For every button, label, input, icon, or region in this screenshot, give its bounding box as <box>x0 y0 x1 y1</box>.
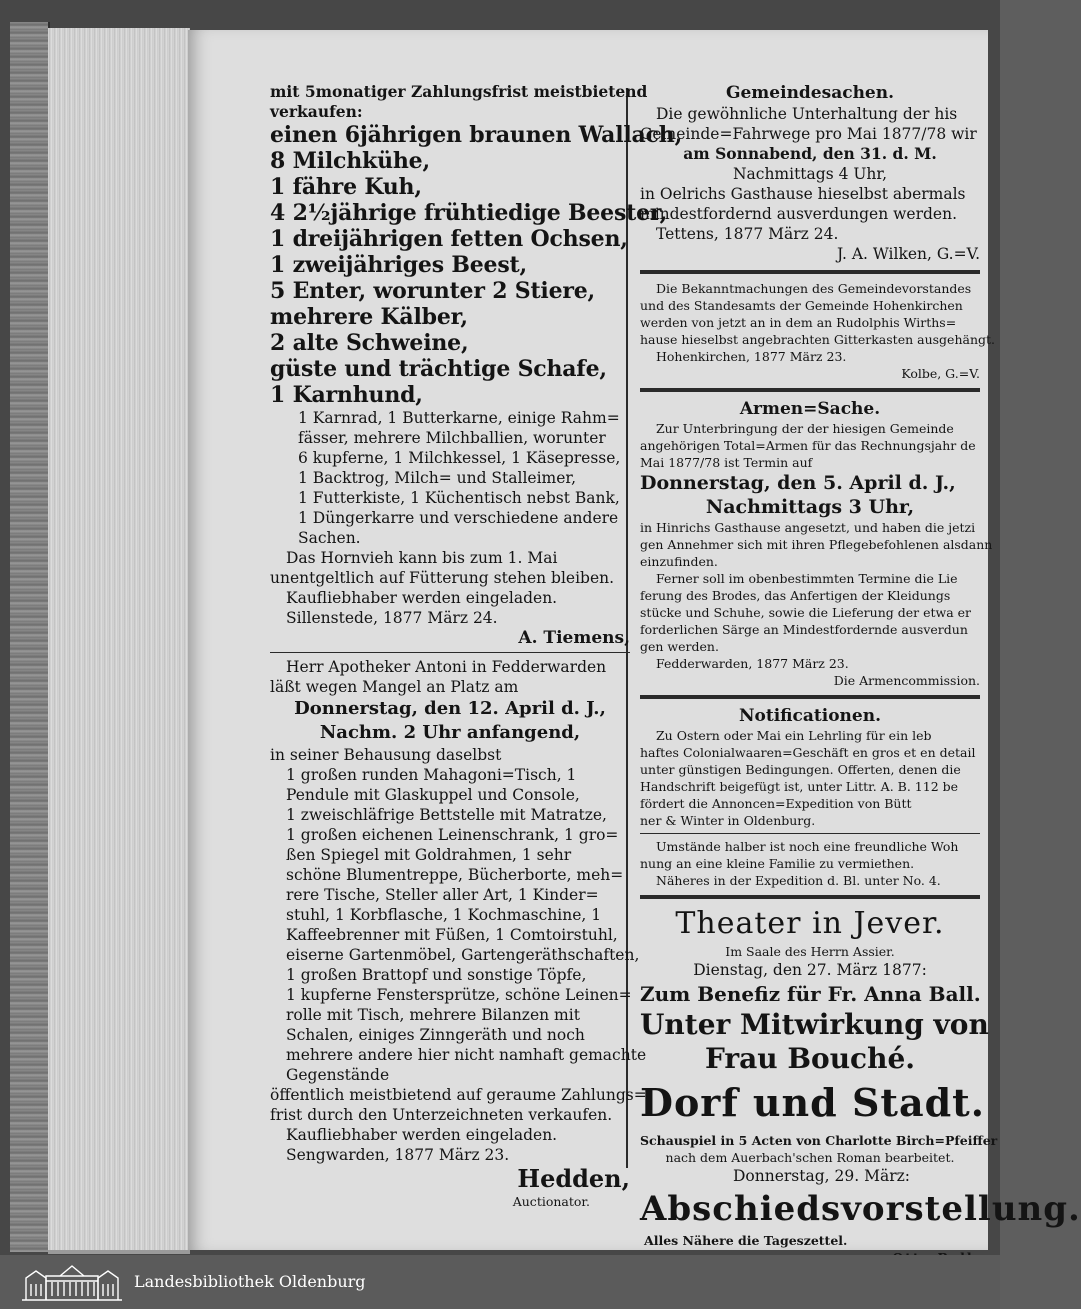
ad2-item-line: 1 großen eichenen Leinenschrank, 1 gro= <box>286 826 619 844</box>
schauspiel-line: Schauspiel in 5 Acten von Charlotte Birch=Pfeiffer <box>640 1133 998 1148</box>
benefiz-line: Zum Benefiz für Fr. Anna Ball. <box>640 982 981 1006</box>
ad2-place: in seiner Behausung daselbst <box>270 746 502 764</box>
signature-tiemens: A. Tiemens, <box>518 628 630 648</box>
ad2-item-line: Pendule mit Glaskuppel und Console, <box>286 786 580 804</box>
notif-line: Zu Ostern oder Mai ein Lehrling für ein leb <box>656 728 932 743</box>
bouche-line: Frau Bouché. <box>704 1042 916 1075</box>
notif-heading: Notificationen. <box>738 706 882 726</box>
wohnung-line: Umstände halber ist noch eine freundliche Woh <box>656 839 959 854</box>
footer-bar <box>0 1255 1000 1309</box>
intro-line: verkaufen: <box>270 102 363 121</box>
armen-line: gen Annehmer sich mit ihren Pflegebefohlenen alsdann <box>640 537 993 552</box>
ad2-time: Nachm. 2 Uhr anfangend, <box>319 722 581 743</box>
animal-line: 4 2½jährige frühtiedige Beester, <box>270 200 668 226</box>
ad2-item-line: 1 großen Brattopf und sonstige Töpfe, <box>286 966 587 984</box>
animal-line: mehrere Kälber, <box>270 304 468 330</box>
notif-line: Handschrift beigefügt ist, unter Littr. A. B. 112 be <box>640 779 959 794</box>
animal-line: 2 alte Schweine, <box>270 330 469 356</box>
item-line: 1 Backtrog, Milch= und Stalleimer, <box>298 469 577 487</box>
armen-line: stücke und Schuhe, sowie die Lieferung der etwa er <box>640 605 971 620</box>
note-line: Sillenstede, 1877 März 24. <box>286 609 498 627</box>
animal-line: einen 6jährigen braunen Wallach, <box>270 122 683 148</box>
gemeinde-line: am Sonnabend, den 31. d. M. <box>683 144 937 163</box>
animal-line: 8 Milchkühe, <box>270 148 430 174</box>
ad2-outro-line: frist durch den Unterzeichneten verkaufen. <box>270 1106 613 1124</box>
armen-line: ferung des Brodes, das Anfertigen der Kleidungs <box>640 588 951 603</box>
gemeinde-heading: Gemeindesachen. <box>725 83 895 103</box>
armen-intro-line: Mai 1877/78 ist Termin auf <box>640 455 813 470</box>
armen-line: Fedderwarden, 1877 März 23. <box>656 656 849 671</box>
item-line: Sachen. <box>298 529 361 547</box>
armen-heading: Armen=Sache. <box>739 399 881 419</box>
ad2-item-line: ßen Spiegel mit Goldrahmen, 1 sehr <box>286 846 572 864</box>
note-line: Das Hornvieh kann bis zum 1. Mai <box>286 549 558 567</box>
bekannt-line: und des Standesamts der Gemeinde Hohenkirchen <box>640 298 963 313</box>
notice-separator <box>640 833 980 834</box>
ad2-date: Donnerstag, den 12. April d. J., <box>294 698 606 719</box>
mitwirkung-line: Unter Mitwirkung von <box>640 1008 989 1041</box>
gemeinde-line: in Oelrichs Gasthause hieselbst abermals <box>640 185 966 203</box>
dorf-und-stadt-title: Dorf und Stadt. <box>640 1080 985 1125</box>
ad2-item-line: Kaffeebrenner mit Füßen, 1 Comtoirstuhl, <box>286 926 618 944</box>
armen-date: Donnerstag, den 5. April d. J., <box>640 472 956 494</box>
ad2-intro-line: Herr Apotheker Antoni in Fedderwarden <box>286 658 607 676</box>
wohnung-line: Näheres in der Expedition d. Bl. unter No. 4. <box>656 873 941 888</box>
ad2-item-line: 1 zweischläfrige Bettstelle mit Matratze, <box>286 806 607 824</box>
ad2-item-line: schöne Blumentreppe, Bücherborte, meh= <box>286 866 624 884</box>
notif-line: fördert die Annoncen=Expedition von Bütt <box>640 796 912 811</box>
ad2-item-line: eiserne Gartenmöbel, Gartengeräthschaften, <box>286 946 640 964</box>
animal-line: güste und trächtige Schafe, <box>270 356 607 382</box>
ad2-item-line: rolle mit Tisch, mehrere Bilanzen mit <box>286 1006 580 1024</box>
abschied-title: Abschiedsvorstellung. <box>640 1189 1081 1229</box>
armen-line: gen werden. <box>640 639 719 654</box>
ad2-item-line: stuhl, 1 Korbflasche, 1 Kochmaschine, 1 <box>286 906 602 924</box>
notif-line: ner & Winter in Oldenburg. <box>640 813 816 828</box>
animal-line: 1 dreijährigen fetten Ochsen, <box>270 226 628 252</box>
animal-line: 1 Karnhund, <box>270 382 423 408</box>
newspaper-page <box>188 30 1081 1250</box>
page-stack-edge <box>48 28 190 1254</box>
ad2-item-line: Gegenstände <box>286 1066 390 1084</box>
gemeinde-signature: J. A. Wilken, G.=V. <box>836 245 980 263</box>
ad2-outro-line: Kaufliebhaber werden eingeladen. <box>286 1126 558 1144</box>
ad2-item-line: Schalen, einiges Zinngeräth und noch <box>286 1026 585 1044</box>
ad2-item-line: mehrere andere hier nicht namhaft gemachte <box>286 1046 647 1064</box>
library-name: Landesbibliothek Oldenburg <box>134 1272 366 1291</box>
ad2-item-line: rere Tische, Steller aller Art, 1 Kinder= <box>286 886 599 904</box>
armen-time: Nachmittags 3 Uhr, <box>705 496 915 518</box>
bekannt-line: Die Bekanntmachungen des Gemeindevorstandes <box>656 281 972 296</box>
section-separator <box>640 270 980 274</box>
section-separator <box>640 895 980 899</box>
item-line: 1 Düngerkarre und verschiedene andere <box>298 509 619 527</box>
gemeinde-line: Tettens, 1877 März 24. <box>656 225 839 243</box>
armen-intro-line: Zur Unterbringung der der hiesigen Gemeinde <box>656 421 954 436</box>
wohnung-line: nung an eine kleine Familie zu vermiethen. <box>640 856 915 871</box>
right-column <box>640 82 1081 1266</box>
gemeinde-line: Gemeinde=Fahrwege pro Mai 1877/78 wir <box>640 125 977 143</box>
armen-intro-line: angehörigen Total=Armen für das Rechnungsjahr de <box>640 438 976 453</box>
armen-line: einzufinden. <box>640 554 718 569</box>
bekannt-line: Hohenkirchen, 1877 März 23. <box>656 349 847 364</box>
armen-line: Ferner soll im obenbestimmten Termine die Lie <box>656 571 958 586</box>
schauspiel-line: nach dem Auerbach'schen Roman bearbeitet. <box>665 1150 955 1165</box>
signature-hedden: Hedden, <box>517 1164 630 1193</box>
ad2-outro-line: Sengwarden, 1877 März 23. <box>286 1146 510 1164</box>
armen-line: forderlichen Särge an Mindestfordernde ausverdun <box>640 622 968 637</box>
bekannt-signature: Kolbe, G.=V. <box>901 366 980 381</box>
item-line: fässer, mehrere Milchballien, worunter <box>298 429 606 447</box>
bekannt-line: hause hieselbst angebrachten Gitterkasten ausgehängt. <box>640 332 995 347</box>
item-line: 1 Karnrad, 1 Butterkarne, einige Rahm= <box>298 409 620 427</box>
bekannt-line: werden von jetzt an in dem an Rudolphis Wirths= <box>640 315 957 330</box>
ad2-item-line: 1 großen runden Mahagoni=Tisch, 1 <box>286 766 577 784</box>
theater-line: Dienstag, den 27. März 1877: <box>693 961 927 979</box>
notif-line: unter günstigen Bedingungen. Offerten, denen die <box>640 762 961 777</box>
section-separator <box>640 388 980 392</box>
item-line: 6 kupferne, 1 Milchkessel, 1 Käsepresse, <box>298 449 621 467</box>
armen-line: in Hinrichs Gasthause angesetzt, und haben die jetzi <box>640 520 976 535</box>
ad-separator <box>270 652 630 653</box>
theater-line: Im Saale des Herrn Assier. <box>725 944 895 959</box>
note-line: Kaufliebhaber werden eingeladen. <box>286 589 558 607</box>
intro-line: mit 5monatiger Zahlungsfrist meistbietend <box>270 82 648 101</box>
gemeinde-line: mindestfordernd ausverdungen werden. <box>640 205 957 223</box>
section-separator <box>640 695 980 699</box>
animal-line: 5 Enter, worunter 2 Stiere, <box>270 278 596 304</box>
book-cover-edge <box>10 22 50 1252</box>
armen-signature: Die Armencommission. <box>833 673 980 688</box>
animal-line: 1 zweijähriges Beest, <box>270 252 527 278</box>
donnerstag-line: Donnerstag, 29. März: <box>733 1167 910 1185</box>
naehere-line: Alles Nähere die Tageszettel. <box>644 1233 848 1248</box>
ad2-item-line: 1 kupferne Fenstersprütze, schöne Leinen= <box>286 986 632 1004</box>
notif-line: haftes Colonialwaaren=Geschäft en gros et en detail <box>640 745 976 760</box>
theater-title: Theater in Jever. <box>675 906 945 941</box>
ad2-intro-line: läßt wegen Mangel an Platz am <box>270 678 519 696</box>
library-building-icon <box>20 1262 124 1302</box>
ad2-outro-line: öffentlich meistbietend auf geraume Zahlungs= <box>270 1086 647 1104</box>
signature-hedden-title: Auctionator. <box>512 1194 590 1209</box>
note-line: unentgeltlich auf Fütterung stehen bleiben. <box>270 569 615 587</box>
item-line: 1 Futterkiste, 1 Küchentisch nebst Bank, <box>298 489 620 507</box>
animal-line: 1 fähre Kuh, <box>270 174 422 200</box>
gemeinde-line: Die gewöhnliche Unterhaltung der his <box>656 105 958 123</box>
gemeinde-line: Nachmittags 4 Uhr, <box>732 165 888 183</box>
